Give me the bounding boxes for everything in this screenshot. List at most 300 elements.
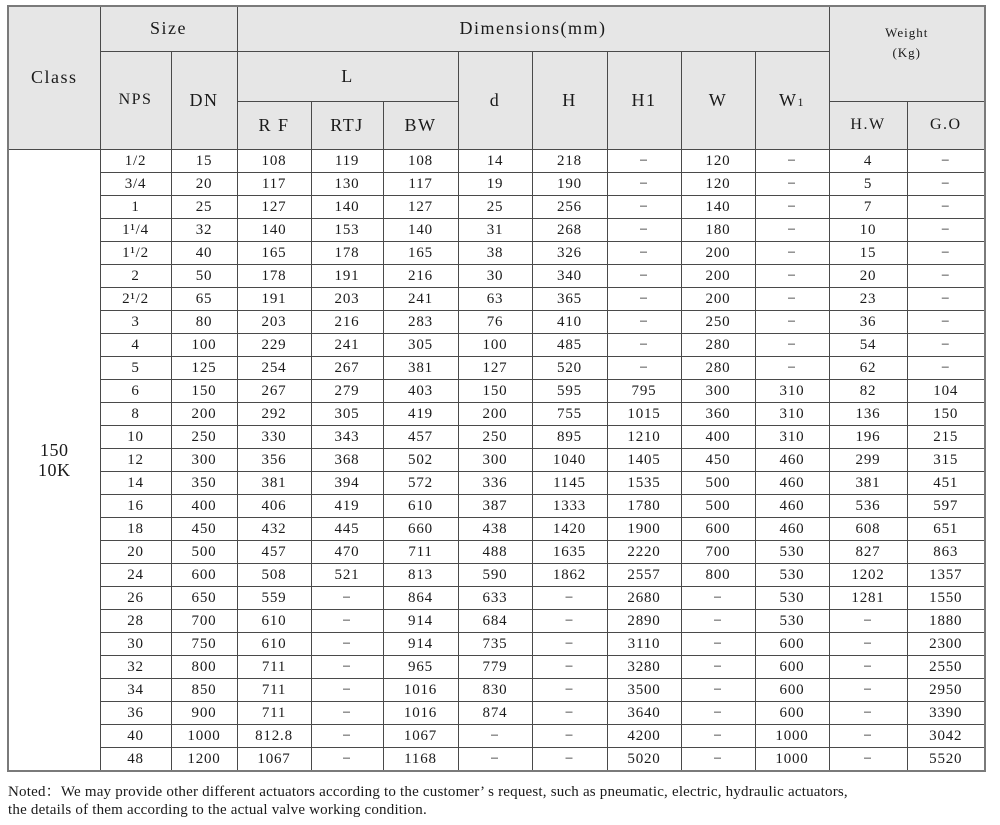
cell-h1: 3110 (607, 632, 681, 655)
cell-l-rf: 330 (237, 425, 311, 448)
cell-weight-hw: 1281 (829, 586, 907, 609)
cell-weight-hw: 608 (829, 517, 907, 540)
cell-dn: 50 (171, 264, 237, 287)
cell-h1: − (607, 195, 681, 218)
header-w1-main: W (779, 89, 798, 110)
table-row (8, 471, 985, 494)
cell-l-rf: 406 (237, 494, 311, 517)
cell-dn: 1200 (171, 747, 237, 771)
cell-nps: 2¹/2 (100, 287, 171, 310)
cell-weight-go: − (907, 356, 985, 379)
cell-l-rtj: − (311, 724, 383, 747)
cell-w1: 600 (755, 701, 829, 724)
table-row (8, 264, 985, 287)
cell-dn: 700 (171, 609, 237, 632)
cell-d: 76 (458, 310, 532, 333)
cell-nps: 32 (100, 655, 171, 678)
cell-h1: 3640 (607, 701, 681, 724)
cell-w: − (681, 724, 755, 747)
cell-l-rf: 432 (237, 517, 311, 540)
cell-h1: 4200 (607, 724, 681, 747)
cell-w: − (681, 632, 755, 655)
cell-weight-hw: 1202 (829, 563, 907, 586)
cell-d: 127 (458, 356, 532, 379)
cell-d: 30 (458, 264, 532, 287)
cell-weight-go: 597 (907, 494, 985, 517)
cell-l-bw: 965 (383, 655, 458, 678)
table-row (8, 310, 985, 333)
table-body (8, 149, 985, 771)
cell-weight-hw: 36 (829, 310, 907, 333)
cell-d: − (458, 724, 532, 747)
cell-w: 500 (681, 494, 755, 517)
cell-l-rtj: 419 (311, 494, 383, 517)
cell-w1: 530 (755, 540, 829, 563)
cell-dn: 40 (171, 241, 237, 264)
cell-l-rtj: − (311, 586, 383, 609)
cell-dn: 1000 (171, 724, 237, 747)
cell-weight-go: − (907, 241, 985, 264)
cell-l-rf: 203 (237, 310, 311, 333)
cell-l-bw: 117 (383, 172, 458, 195)
header-size: Size (100, 6, 237, 51)
cell-d: 779 (458, 655, 532, 678)
cell-l-rf: 292 (237, 402, 311, 425)
cell-h: 1145 (532, 471, 607, 494)
cell-w: 280 (681, 356, 755, 379)
cell-w: 500 (681, 471, 755, 494)
cell-l-rf: 178 (237, 264, 311, 287)
cell-nps: 20 (100, 540, 171, 563)
cell-nps: 10 (100, 425, 171, 448)
cell-nps: 26 (100, 586, 171, 609)
cell-weight-go: − (907, 218, 985, 241)
cell-l-rtj: − (311, 701, 383, 724)
table-row (8, 425, 985, 448)
cell-weight-hw: 196 (829, 425, 907, 448)
cell-d: 590 (458, 563, 532, 586)
cell-h1: 3500 (607, 678, 681, 701)
cell-d: 19 (458, 172, 532, 195)
header-w1 (755, 51, 829, 149)
cell-nps: 14 (100, 471, 171, 494)
cell-l-rf: 812.8 (237, 724, 311, 747)
cell-nps: 36 (100, 701, 171, 724)
table-row (8, 517, 985, 540)
header-class: Class (8, 6, 100, 149)
footnote-line-2: the details of them according to the actual valve working condition. (8, 802, 427, 818)
cell-l-bw: 140 (383, 218, 458, 241)
header-go: G.O (907, 101, 985, 149)
cell-h1: − (607, 218, 681, 241)
cell-weight-go: − (907, 333, 985, 356)
footnote (8, 783, 998, 819)
cell-h: 1333 (532, 494, 607, 517)
cell-h: 340 (532, 264, 607, 287)
cell-w1: 600 (755, 678, 829, 701)
cell-h: − (532, 747, 607, 771)
cell-weight-hw: 15 (829, 241, 907, 264)
cell-w1: − (755, 149, 829, 172)
cell-h1: 1535 (607, 471, 681, 494)
cell-h1: 2220 (607, 540, 681, 563)
cell-h1: − (607, 333, 681, 356)
cell-w1: 460 (755, 494, 829, 517)
cell-l-rtj: 267 (311, 356, 383, 379)
cell-h1: − (607, 172, 681, 195)
cell-w: 250 (681, 310, 755, 333)
cell-nps: 3 (100, 310, 171, 333)
table-row (8, 632, 985, 655)
cell-l-rf: 229 (237, 333, 311, 356)
cell-dn: 80 (171, 310, 237, 333)
header-dimensions: Dimensions(mm) (237, 6, 829, 51)
cell-h: 1862 (532, 563, 607, 586)
cell-l-bw: 610 (383, 494, 458, 517)
cell-w: − (681, 747, 755, 771)
cell-w: − (681, 609, 755, 632)
table-row (8, 563, 985, 586)
cell-d: 200 (458, 402, 532, 425)
cell-d: 25 (458, 195, 532, 218)
cell-weight-go: 1880 (907, 609, 985, 632)
cell-weight-hw: 536 (829, 494, 907, 517)
cell-weight-go: − (907, 149, 985, 172)
cell-h: − (532, 655, 607, 678)
cell-w: 600 (681, 517, 755, 540)
cell-weight-hw: − (829, 747, 907, 771)
cell-dn: 65 (171, 287, 237, 310)
cell-l-bw: 165 (383, 241, 458, 264)
cell-w1: − (755, 333, 829, 356)
cell-dn: 450 (171, 517, 237, 540)
cell-l-rtj: 203 (311, 287, 383, 310)
cell-d: 300 (458, 448, 532, 471)
cell-l-rtj: 178 (311, 241, 383, 264)
cell-weight-go: 2950 (907, 678, 985, 701)
cell-l-rf: 140 (237, 218, 311, 241)
table-row (8, 494, 985, 517)
header-weight-label: Weight (885, 24, 929, 40)
cell-nps: 24 (100, 563, 171, 586)
cell-w: − (681, 655, 755, 678)
cell-dn: 150 (171, 379, 237, 402)
cell-w1: 530 (755, 563, 829, 586)
cell-l-bw: 1016 (383, 701, 458, 724)
cell-d: 38 (458, 241, 532, 264)
cell-dn: 900 (171, 701, 237, 724)
cell-h: 410 (532, 310, 607, 333)
cell-d: 684 (458, 609, 532, 632)
cell-w1: 600 (755, 655, 829, 678)
cell-h1: − (607, 310, 681, 333)
cell-nps: 40 (100, 724, 171, 747)
cell-l-rf: 267 (237, 379, 311, 402)
header-weight-unit: (Kg) (892, 44, 922, 60)
cell-d: 150 (458, 379, 532, 402)
cell-dn: 25 (171, 195, 237, 218)
table-row (8, 333, 985, 356)
cell-nps: 48 (100, 747, 171, 771)
cell-h: − (532, 632, 607, 655)
cell-d: 100 (458, 333, 532, 356)
cell-dn: 650 (171, 586, 237, 609)
cell-d: 14 (458, 149, 532, 172)
table-row (8, 402, 985, 425)
cell-weight-go: 2550 (907, 655, 985, 678)
cell-weight-go: 3042 (907, 724, 985, 747)
cell-l-rtj: 445 (311, 517, 383, 540)
cell-w: 120 (681, 149, 755, 172)
header-dn: DN (171, 51, 237, 149)
cell-l-bw: 241 (383, 287, 458, 310)
cell-d: 830 (458, 678, 532, 701)
cell-h: 595 (532, 379, 607, 402)
header-weight (829, 6, 985, 101)
cell-l-rf: 356 (237, 448, 311, 471)
cell-dn: 200 (171, 402, 237, 425)
table-row (8, 149, 985, 172)
cell-h1: 2557 (607, 563, 681, 586)
cell-h: 520 (532, 356, 607, 379)
cell-d: 31 (458, 218, 532, 241)
cell-nps: 1 (100, 195, 171, 218)
cell-weight-go: 1357 (907, 563, 985, 586)
header-w1-sub: 1 (797, 94, 805, 109)
cell-nps: 2 (100, 264, 171, 287)
cell-weight-hw: 82 (829, 379, 907, 402)
cell-l-rf: 127 (237, 195, 311, 218)
cell-l-rtj: 119 (311, 149, 383, 172)
cell-w: 800 (681, 563, 755, 586)
cell-weight-hw: − (829, 655, 907, 678)
cell-nps: 5 (100, 356, 171, 379)
cell-w: 120 (681, 172, 755, 195)
cell-l-rtj: − (311, 678, 383, 701)
header-h: H (532, 51, 607, 149)
cell-weight-hw: 20 (829, 264, 907, 287)
cell-l-bw: 403 (383, 379, 458, 402)
cell-h: 1635 (532, 540, 607, 563)
cell-nps: 12 (100, 448, 171, 471)
cell-w1: − (755, 172, 829, 195)
cell-dn: 32 (171, 218, 237, 241)
cell-weight-go: 150 (907, 402, 985, 425)
cell-weight-hw: 136 (829, 402, 907, 425)
cell-h: − (532, 724, 607, 747)
cell-h1: 795 (607, 379, 681, 402)
header-w: W (681, 51, 755, 149)
cell-d: 874 (458, 701, 532, 724)
cell-h1: 1900 (607, 517, 681, 540)
cell-w1: − (755, 195, 829, 218)
cell-l-bw: 572 (383, 471, 458, 494)
header-nps: NPS (100, 51, 171, 149)
cell-w: 140 (681, 195, 755, 218)
cell-nps: 1/2 (100, 149, 171, 172)
cell-d: 488 (458, 540, 532, 563)
cell-dn: 850 (171, 678, 237, 701)
cell-weight-hw: 54 (829, 333, 907, 356)
cell-d: − (458, 747, 532, 771)
table-row (8, 678, 985, 701)
cell-dn: 100 (171, 333, 237, 356)
cell-w1: − (755, 356, 829, 379)
header-l: L (237, 51, 458, 101)
cell-l-bw: 305 (383, 333, 458, 356)
cell-nps: 18 (100, 517, 171, 540)
cell-h: − (532, 609, 607, 632)
cell-weight-hw: 4 (829, 149, 907, 172)
cell-h: 755 (532, 402, 607, 425)
cell-nps: 1¹/2 (100, 241, 171, 264)
cell-l-bw: 419 (383, 402, 458, 425)
cell-d: 250 (458, 425, 532, 448)
cell-weight-hw: 827 (829, 540, 907, 563)
cell-weight-go: 651 (907, 517, 985, 540)
cell-h1: − (607, 287, 681, 310)
table-header (8, 6, 985, 149)
header-d: d (458, 51, 532, 149)
cell-weight-hw: 10 (829, 218, 907, 241)
cell-h1: 1015 (607, 402, 681, 425)
cell-l-bw: 711 (383, 540, 458, 563)
cell-l-bw: 502 (383, 448, 458, 471)
table-row (8, 655, 985, 678)
cell-w: 280 (681, 333, 755, 356)
cell-l-bw: 1067 (383, 724, 458, 747)
cell-l-rf: 191 (237, 287, 311, 310)
cell-weight-hw: 23 (829, 287, 907, 310)
cell-weight-go: 3390 (907, 701, 985, 724)
cell-weight-go: 215 (907, 425, 985, 448)
cell-w1: 460 (755, 448, 829, 471)
cell-l-rf: 165 (237, 241, 311, 264)
cell-weight-go: − (907, 172, 985, 195)
cell-w: 300 (681, 379, 755, 402)
table-row (8, 241, 985, 264)
cell-dn: 400 (171, 494, 237, 517)
table-row (8, 701, 985, 724)
cell-weight-go: 1550 (907, 586, 985, 609)
cell-nps: 6 (100, 379, 171, 402)
cell-h: − (532, 586, 607, 609)
table-row (8, 724, 985, 747)
cell-l-bw: 127 (383, 195, 458, 218)
cell-l-rf: 711 (237, 701, 311, 724)
cell-l-rf: 254 (237, 356, 311, 379)
cell-nps: 34 (100, 678, 171, 701)
cell-weight-go: 315 (907, 448, 985, 471)
cell-w1: 600 (755, 632, 829, 655)
cell-l-bw: 381 (383, 356, 458, 379)
cell-l-rtj: 216 (311, 310, 383, 333)
cell-l-rf: 711 (237, 655, 311, 678)
table-row (8, 540, 985, 563)
cell-l-rf: 381 (237, 471, 311, 494)
cell-dn: 800 (171, 655, 237, 678)
header-hw: H.W (829, 101, 907, 149)
cell-weight-go: 104 (907, 379, 985, 402)
header-h1: H1 (607, 51, 681, 149)
cell-nps: 30 (100, 632, 171, 655)
cell-h1: 3280 (607, 655, 681, 678)
cell-h: 326 (532, 241, 607, 264)
cell-l-bw: 864 (383, 586, 458, 609)
cell-l-rtj: 368 (311, 448, 383, 471)
cell-w1: 460 (755, 471, 829, 494)
cell-h1: 2680 (607, 586, 681, 609)
cell-l-bw: 1016 (383, 678, 458, 701)
cell-l-rtj: 394 (311, 471, 383, 494)
cell-w1: 310 (755, 402, 829, 425)
cell-weight-go: − (907, 195, 985, 218)
cell-w1: 310 (755, 425, 829, 448)
cell-weight-hw: 381 (829, 471, 907, 494)
cell-l-rtj: 191 (311, 264, 383, 287)
cell-nps: 4 (100, 333, 171, 356)
cell-w: 180 (681, 218, 755, 241)
table-row (8, 448, 985, 471)
cell-h1: − (607, 149, 681, 172)
cell-weight-hw: − (829, 724, 907, 747)
cell-w1: − (755, 241, 829, 264)
cell-h1: 1210 (607, 425, 681, 448)
cell-weight-hw: 299 (829, 448, 907, 471)
cell-h: 1420 (532, 517, 607, 540)
cell-w1: − (755, 264, 829, 287)
cell-l-bw: 457 (383, 425, 458, 448)
cell-h: 365 (532, 287, 607, 310)
class-cell (8, 149, 100, 771)
cell-w: − (681, 586, 755, 609)
cell-l-bw: 914 (383, 632, 458, 655)
cell-weight-hw: − (829, 609, 907, 632)
cell-dn: 300 (171, 448, 237, 471)
cell-l-rtj: 153 (311, 218, 383, 241)
cell-h: − (532, 701, 607, 724)
table-row (8, 195, 985, 218)
class-value-10k: 10K (38, 459, 71, 480)
cell-w: 360 (681, 402, 755, 425)
cell-l-rtj: 241 (311, 333, 383, 356)
cell-h1: 2890 (607, 609, 681, 632)
cell-weight-hw: 62 (829, 356, 907, 379)
cell-h: 485 (532, 333, 607, 356)
cell-dn: 250 (171, 425, 237, 448)
cell-w: 200 (681, 287, 755, 310)
cell-w1: 530 (755, 609, 829, 632)
cell-l-bw: 1168 (383, 747, 458, 771)
cell-weight-hw: 7 (829, 195, 907, 218)
cell-w1: − (755, 287, 829, 310)
cell-dn: 125 (171, 356, 237, 379)
cell-weight-go: − (907, 310, 985, 333)
table-row (8, 609, 985, 632)
cell-l-rtj: 521 (311, 563, 383, 586)
cell-w: 700 (681, 540, 755, 563)
table-row (8, 172, 985, 195)
cell-h: 190 (532, 172, 607, 195)
footnote-line-1: Noted：We may provide other different actuators according to the customer’ s request, such as pneumatic, electric, hydraulic actuators, (8, 784, 848, 800)
cell-w: − (681, 701, 755, 724)
cell-w1: 1000 (755, 724, 829, 747)
cell-l-rf: 559 (237, 586, 311, 609)
cell-d: 633 (458, 586, 532, 609)
cell-h: 218 (532, 149, 607, 172)
cell-h: 895 (532, 425, 607, 448)
cell-l-rtj: − (311, 632, 383, 655)
